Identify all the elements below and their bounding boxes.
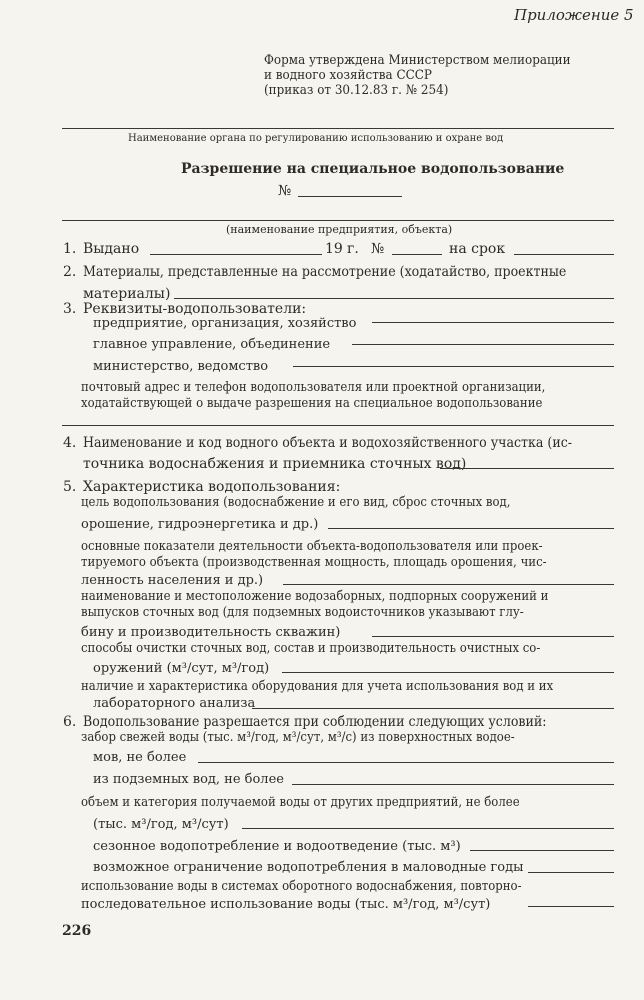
term-label: на срок — [449, 241, 506, 257]
approval-line-1: Форма утверждена Министерством мелиорации — [264, 53, 571, 68]
other-source-line-2: (тыс. м³/год, м³/сут) — [93, 817, 229, 832]
year-prefix: 19 — [325, 241, 343, 257]
address-field[interactable] — [62, 425, 614, 426]
issued-date-field[interactable] — [150, 254, 322, 255]
groundwater-field[interactable] — [292, 784, 614, 785]
materials-field[interactable] — [174, 298, 614, 299]
issued-number-field[interactable] — [392, 254, 442, 255]
address-line-1: почтовый адрес и телефон водопользователя или проектной организации, — [81, 380, 546, 395]
item-4-line-2: точника водоснабжения и приемника сточных вод) — [83, 456, 467, 472]
issued-label: Выдано — [83, 241, 140, 257]
recirculation-line-1: использование воды в системах оборотного водоснабжения, повторно- — [81, 879, 522, 894]
address-line-2: ходатайствующей о выдаче разрешения на специальное водопользование — [81, 396, 543, 411]
indicators-line-2: тируемого объекта (производственная мощность, площадь орошения, чис- — [81, 555, 547, 570]
enterprise-caption: (наименование предприятия, объекта) — [226, 223, 453, 236]
directorate-field[interactable] — [352, 344, 614, 345]
item-6-number: 6. — [63, 714, 77, 730]
item-2-line-2: материалы) — [83, 286, 171, 302]
surface-water-field[interactable] — [198, 762, 614, 763]
item-2-line-1: Материалы, представленные на рассмотрение (ходатайство, проектные — [83, 264, 567, 280]
purpose-line-2: орошение, гидроэнергетика и др.) — [81, 517, 319, 532]
limit-label: возможное ограничение водопотребления в маловодные годы — [93, 860, 524, 875]
directorate-label: главное управление, объединение — [93, 337, 331, 352]
location-field[interactable] — [372, 636, 614, 637]
cleaning-line-2: оружений (м³/сут, м³/год) — [93, 661, 270, 676]
other-source-line-1: объем и категория получаемой воды от других предприятий, не более — [81, 795, 520, 810]
equipment-field[interactable] — [252, 708, 614, 709]
item-3-number: 3. — [63, 301, 77, 317]
seasonal-label: сезонное водопотребление и водоотведение (тыс. м³) — [93, 839, 461, 854]
appendix-label: Приложение 5 — [514, 6, 634, 24]
item-4-line-1: Наименование и код водного объекта и водохозяйственного участка (ис- — [83, 435, 573, 451]
location-line-1: наименование и местоположение водозаборных, подпорных сооружений и — [81, 589, 549, 604]
purpose-line-1: цель водопользования (водоснабжение и его вид, сброс сточных вод, — [81, 495, 511, 510]
item-5-number: 5. — [63, 479, 77, 495]
enterprise-label: предприятие, организация, хозяйство — [93, 316, 357, 331]
authority-line[interactable] — [62, 128, 614, 129]
item-4-number: 4. — [63, 435, 77, 451]
equipment-line-2: лабораторного анализа — [93, 696, 256, 711]
seasonal-field[interactable] — [470, 850, 614, 851]
authority-caption: Наименование органа по регулированию использованию и охране вод — [128, 133, 504, 144]
approval-line-3: (приказ от 30.12.83 г. № 254) — [264, 83, 449, 98]
purpose-field[interactable] — [328, 528, 614, 529]
limit-field[interactable] — [528, 872, 614, 873]
indicators-line-3: ленность населения и др.) — [81, 573, 264, 588]
permit-number-field[interactable] — [298, 196, 402, 197]
location-line-2: выпусков сточных вод (для подземных водоисточников указывают глу- — [81, 605, 524, 620]
approval-line-2: и водного хозяйства СССР — [264, 68, 432, 83]
item-3-heading: Реквизиты-водопользователи: — [83, 301, 307, 317]
item-5-heading: Характеристика водопользования: — [83, 479, 341, 495]
ministry-field[interactable] — [293, 366, 614, 367]
item-2-number: 2. — [63, 264, 77, 280]
item-6-heading: Водопользование разрешается при соблюдении следующих условий: — [83, 714, 547, 730]
water-body-field[interactable] — [440, 468, 614, 469]
cleaning-line-1: способы очистки сточных вод, состав и производительность очистных со- — [81, 641, 541, 656]
document-title: Разрешение на специальное водопользование — [181, 161, 565, 177]
page-number: 226 — [62, 923, 92, 939]
recirculation-line-2: последовательное использование воды (тыс. м³/год, м³/сут) — [81, 897, 491, 912]
year-suffix: г. — [347, 241, 359, 257]
cleaning-field[interactable] — [282, 672, 614, 673]
surface-water-line-1: забор свежей воды (тыс. м³/год, м³/сут, м³/с) из поверхностных водое- — [81, 730, 515, 745]
other-source-field[interactable] — [242, 828, 614, 829]
enterprise-field[interactable] — [372, 322, 614, 323]
equipment-line-1: наличие и характеристика оборудования для учета использования вод и их — [81, 679, 554, 694]
location-line-3: бину и производительность скважин) — [81, 625, 341, 640]
enterprise-line[interactable] — [62, 220, 614, 221]
indicators-line-1: основные показатели деятельности объекта-водопользователя или проек- — [81, 539, 543, 554]
recirculation-field[interactable] — [528, 906, 614, 907]
indicators-field[interactable] — [283, 584, 614, 585]
number-sign: № — [278, 183, 292, 199]
ministry-label: министерство, ведомство — [93, 359, 269, 374]
surface-water-line-2: мов, не более — [93, 750, 187, 765]
term-field[interactable] — [514, 254, 614, 255]
issued-number-sign: № — [371, 241, 385, 257]
groundwater-label: из подземных вод, не более — [93, 772, 284, 787]
item-1-number: 1. — [63, 241, 77, 257]
